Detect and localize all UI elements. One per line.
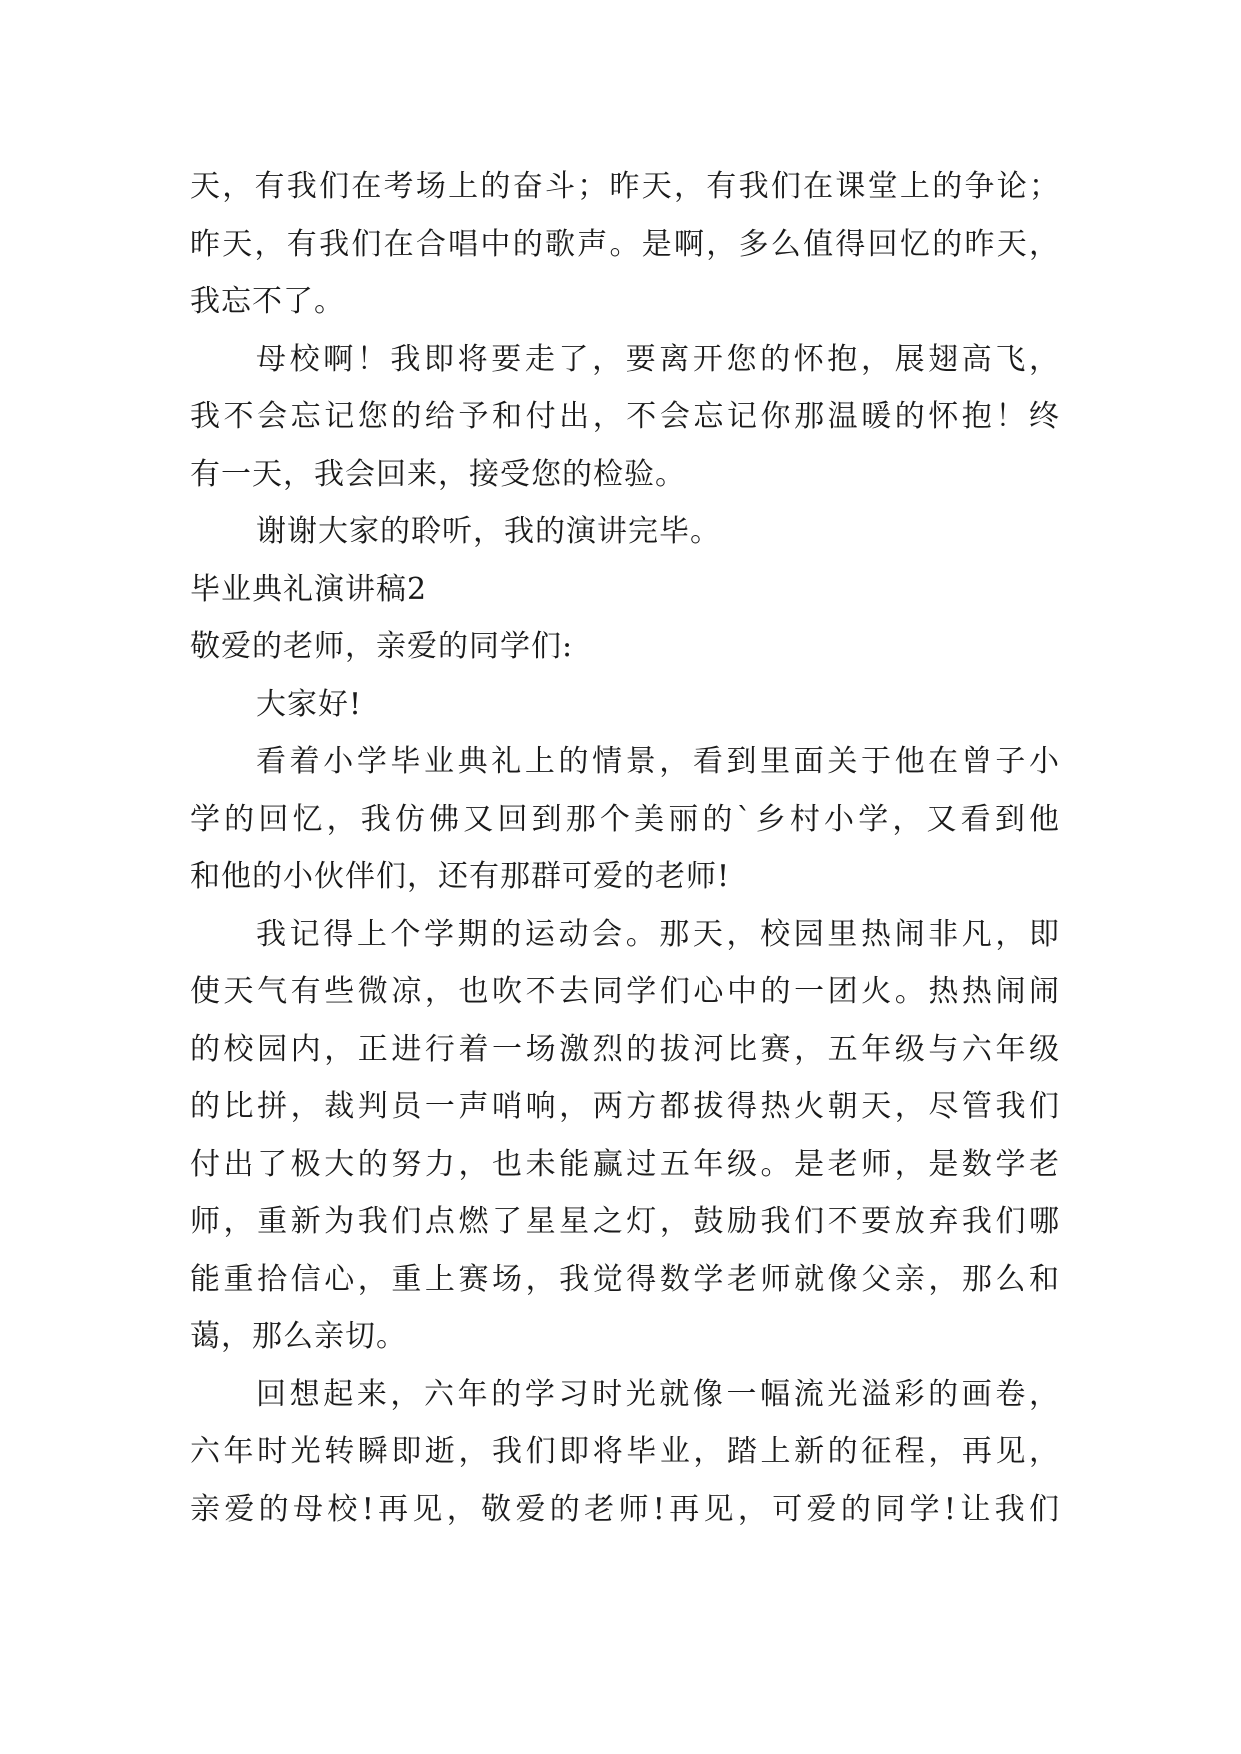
text-line xyxy=(190,273,1060,331)
text-line xyxy=(190,388,1060,446)
text-line-content: 回想起来，六年的学习时光就像一幅流光溢彩的画卷， xyxy=(256,1376,1060,1412)
text-line-content: 师，重新为我们点燃了星星之灯，鼓励我们不要放弃我们哪 xyxy=(190,1204,1060,1239)
text-line xyxy=(190,963,1060,1021)
text-line-content: 我忘不了。 xyxy=(190,284,345,319)
text-line xyxy=(190,216,1060,274)
text-line-content: 六年时光转瞬即逝，我们即将毕业，踏上新的征程，再见， xyxy=(190,1434,1060,1469)
text-line xyxy=(190,158,1060,216)
text-line-content: 付出了极大的努力，也未能赢过五年级。是老师，是数学老 xyxy=(190,1146,1060,1182)
text-line xyxy=(190,848,1060,906)
text-line-content: 天，有我们在考场上的奋斗；昨天，有我们在课堂上的争论； xyxy=(190,169,1060,204)
text-line-content: 看着小学毕业典礼上的情景，看到里面关于他在曾子小 xyxy=(256,744,1060,779)
text-line-content: 敬爱的老师，亲爱的同学们: xyxy=(190,629,574,664)
text-line xyxy=(190,618,1060,676)
text-line xyxy=(190,1021,1060,1079)
text-line xyxy=(190,561,1060,619)
text-line-content: 亲爱的母校!再见，敬爱的老师!再见，可爱的同学!让我们 xyxy=(190,1491,1060,1527)
text-line-content: 我不会忘记您的给予和付出，不会忘记你那温暖的怀抱！终 xyxy=(190,399,1060,434)
text-line xyxy=(190,906,1060,964)
text-line xyxy=(190,1481,1060,1539)
text-line-content: 昨天，有我们在合唱中的歌声。是啊，多么值得回忆的昨天， xyxy=(190,226,1060,262)
text-line-content: 使天气有些微凉，也吹不去同学们心中的一团火。热热闹闹 xyxy=(190,974,1060,1009)
text-line-content: 的比拼，裁判员一声哨响，两方都拔得热火朝天，尽管我们 xyxy=(190,1089,1060,1124)
text-line-content: 的校园内，正进行着一场激烈的拔河比赛，五年级与六年级 xyxy=(190,1031,1060,1067)
text-line-content: 谢谢大家的聆听，我的演讲完毕。 xyxy=(256,514,721,549)
text-line-content: 我记得上个学期的运动会。那天，校园里热闹非凡，即 xyxy=(256,916,1060,952)
text-line xyxy=(190,331,1060,389)
text-line-content: 毕业典礼演讲稿2 xyxy=(190,571,428,607)
text-line-content: 能重拾信心，重上赛场，我觉得数学老师就像父亲，那么和 xyxy=(190,1261,1060,1297)
text-line-content: 蔼，那么亲切。 xyxy=(190,1319,407,1354)
text-line xyxy=(190,791,1060,849)
text-line xyxy=(190,1366,1060,1424)
document-body xyxy=(190,158,1060,1538)
text-line-content: 大家好! xyxy=(256,686,363,722)
text-line xyxy=(190,1308,1060,1366)
text-line-content: 和他的小伙伴们，还有那群可爱的老师! xyxy=(190,859,731,894)
text-line-content: 学的回忆，我仿佛又回到那个美丽的`乡村小学，又看到他 xyxy=(190,801,1060,837)
text-line xyxy=(190,1193,1060,1251)
text-line-content: 有一天，我会回来，接受您的检验。 xyxy=(190,456,686,492)
text-line xyxy=(190,1251,1060,1309)
text-line xyxy=(190,1078,1060,1136)
text-line xyxy=(190,446,1060,504)
text-line xyxy=(190,1423,1060,1481)
text-line-content: 母校啊！我即将要走了，要离开您的怀抱，展翅高飞， xyxy=(256,341,1060,377)
text-line xyxy=(190,676,1060,734)
text-line xyxy=(190,733,1060,791)
text-line xyxy=(190,503,1060,561)
text-line xyxy=(190,1136,1060,1194)
